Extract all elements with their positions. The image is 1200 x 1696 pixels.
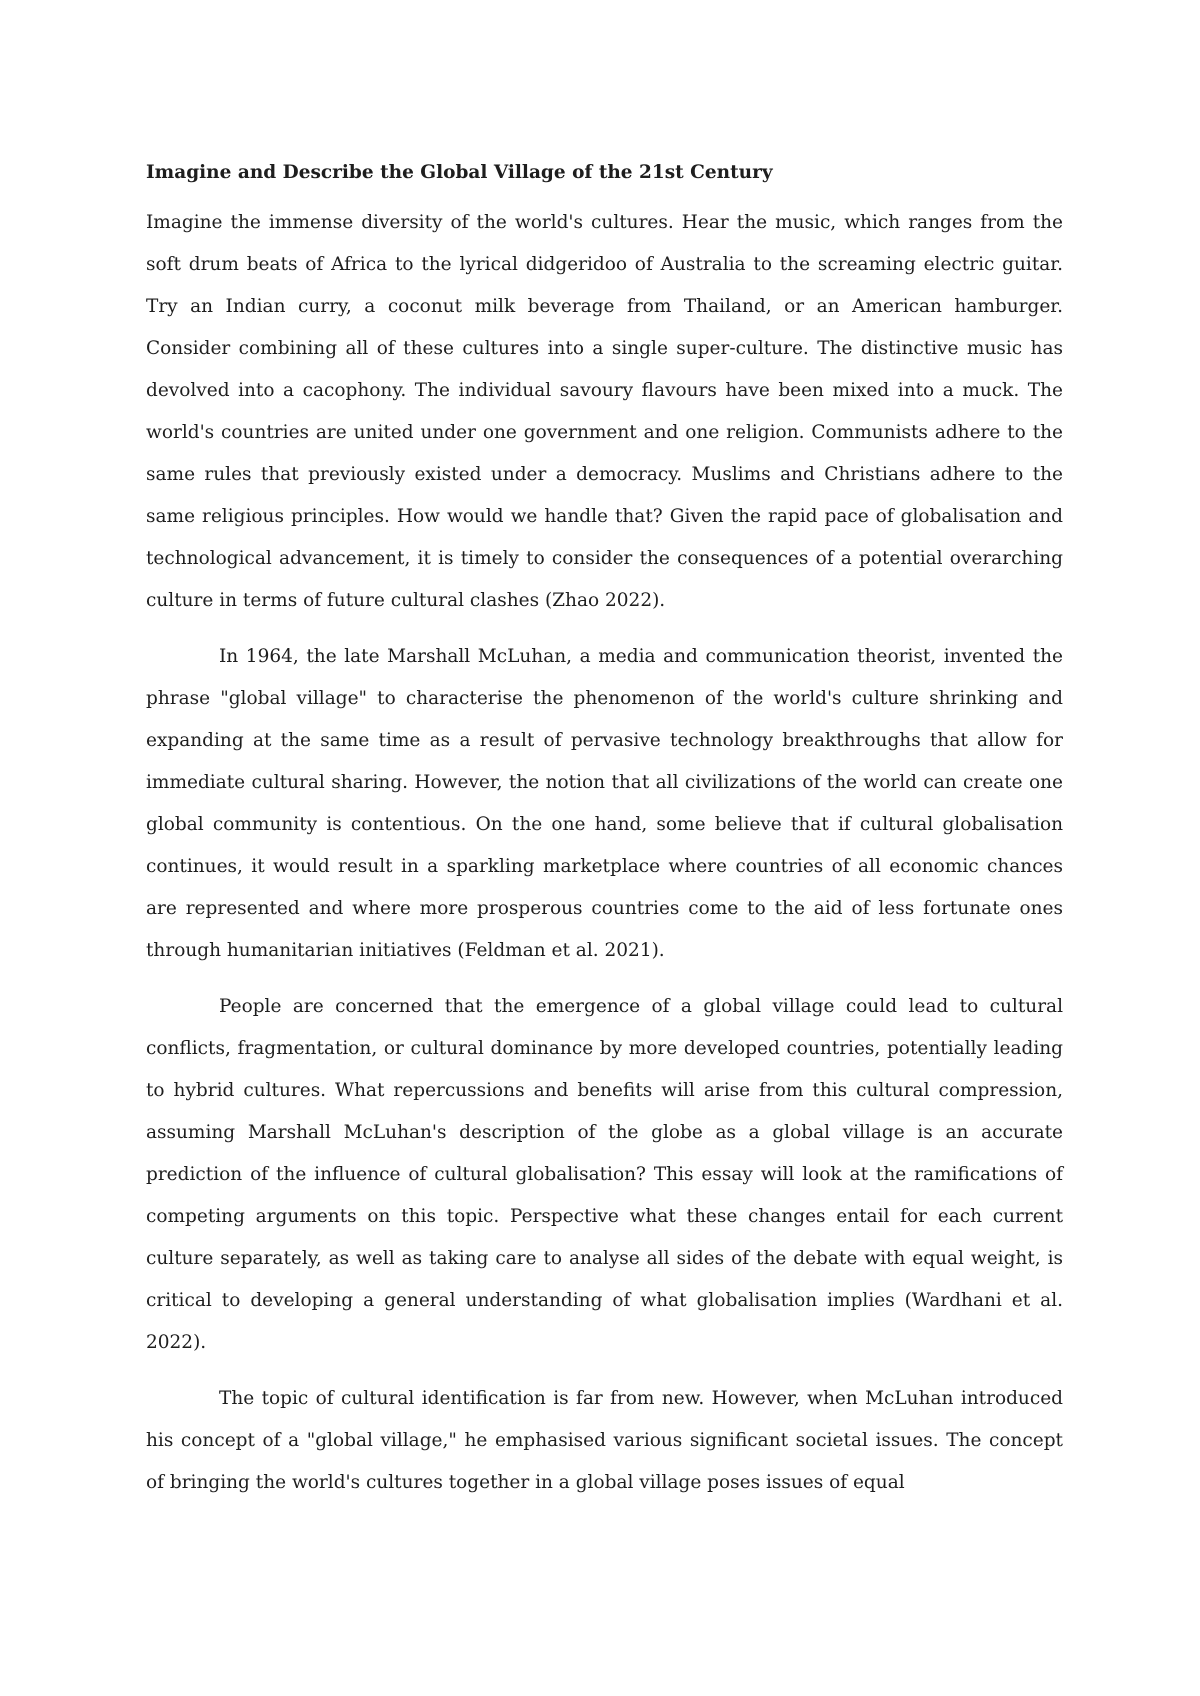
document-title: Imagine and Describe the Global Village of the 21st Century bbox=[146, 162, 773, 183]
paragraph-3: People are concerned that the emergence of a global village could lead to cultural conflicts, fragmentation, or cultural dominance by more developed countries, potentially leading to hybrid cultures. What repercussions and benefits will arise from this cultural compression, assuming Marshall McLuhan's description of the globe as a global village is an accurate prediction of the influence of cultural globalisation? This essay will look at the ramifications of competing arguments on this topic. Perspective what these changes entail for each current culture separately, as well as taking care to analyse all sides of the debate with equal weight, is critical to developing a general understanding of what globalisation implies (Wardhani et al. 2022). bbox=[146, 996, 1063, 1353]
paragraph-4: The topic of cultural identification is far from new. However, when McLuhan introduced his concept of a "global village," he emphasised various significant societal issues. The concept of bringing the world's cultures together in a global village poses issues of equal bbox=[146, 1388, 1063, 1493]
paragraph-1: Imagine the immense diversity of the world's cultures. Hear the music, which ranges from the soft drum beats of Africa to the lyrical didgeridoo of Australia to the screaming electric guitar. Try an Indian curry, a coconut milk beverage from Thailand, or an American hamburger. Consider combining all of these cultures into a single super-culture. The distinctive music has devolved into a cacophony. The individual savoury flavours have been mixed into a muck. The world's countries are united under one government and one religion. Communists adhere to the same rules that previously existed under a democracy. Muslims and Christians adhere to the same religious principles. How would we handle that? Given the rapid pace of globalisation and technological advancement, it is timely to consider the consequences of a potential overarching culture in terms of future cultural clashes (Zhao 2022). bbox=[146, 212, 1063, 611]
document-page bbox=[146, 152, 1063, 1518]
paragraph-2: In 1964, the late Marshall McLuhan, a media and communication theorist, invented the phrase "global village" to characterise the phenomenon of the world's culture shrinking and expanding at the same time as a result of pervasive technology breakthroughs that allow for immediate cultural sharing. However, the notion that all civilizations of the world can create one global community is contentious. On the one hand, some believe that if cultural globalisation continues, it would result in a sparkling marketplace where countries of all economic chances are represented and where more prosperous countries come to the aid of less fortunate ones through humanitarian initiatives (Feldman et al. 2021). bbox=[146, 646, 1063, 961]
